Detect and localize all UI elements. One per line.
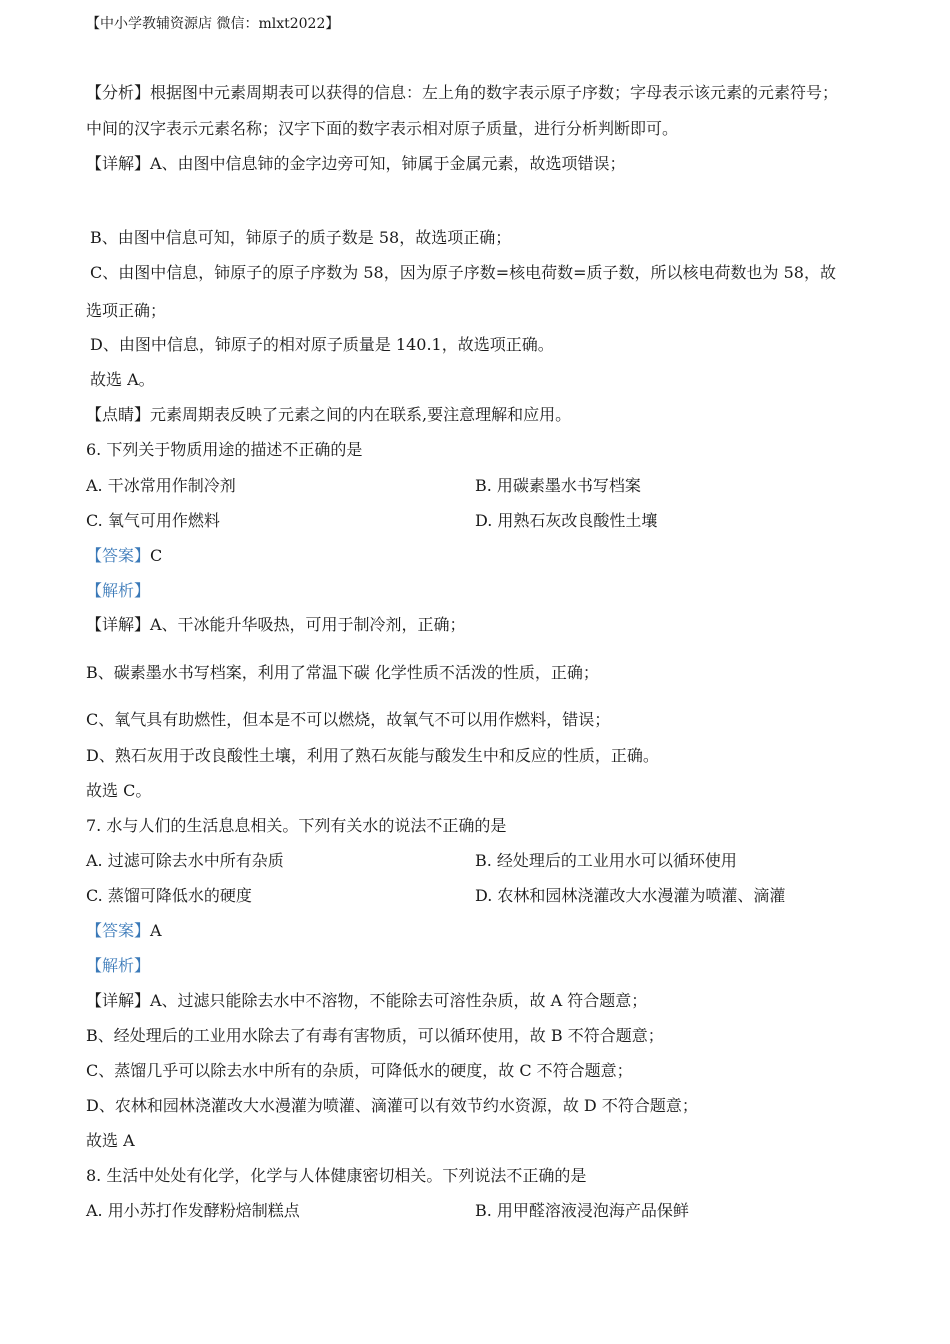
q6-option-b: B. 用碳素墨水书写档案 — [475, 476, 641, 495]
q7-option-c: C. 蒸馏可降低水的硬度 — [86, 886, 252, 905]
q5-analysis-line-1: 【分析】根据图中元素周期表可以获得的信息：左上角的数字表示原子序数；字母表示该元素的元素符号； — [86, 83, 839, 102]
q6-option-c: C. 氧气可用作燃料 — [86, 511, 220, 530]
q6-choose: 故选 C。 — [86, 781, 152, 800]
q5-point: 【点睛】元素周期表反映了元素之间的内在联系,要注意理解和应用。 — [86, 405, 572, 424]
q6-detail-b: B、碳素墨水书写档案，利用了常温下碳 化学性质不活泼的性质，正确； — [86, 663, 599, 682]
q7-answer-value: A — [150, 921, 162, 940]
q6-option-a: A. 干冰常用作制冷剂 — [86, 476, 236, 495]
q5-analysis-line-2: 中间的汉字表示元素名称；汉字下面的数字表示相对原子质量，进行分析判断即可。 — [86, 119, 679, 138]
q7-answer-label: 【答案】 — [86, 921, 151, 940]
q5-detail-a: 【详解】A、由图中信息铈的金字边旁可知，铈属于金属元素，故选项错误； — [86, 154, 626, 173]
q5-choose: 故选 A。 — [90, 370, 155, 389]
q7-stem: 7. 水与人们的生活息息相关。下列有关水的说法不正确的是 — [86, 816, 507, 835]
q6-stem: 6. 下列关于物质用途的描述不正确的是 — [86, 440, 363, 459]
q5-detail-b: B、由图中信息可知，铈原子的质子数是 58，故选项正确； — [90, 228, 512, 247]
q7-option-b: B. 经处理后的工业用水可以循环使用 — [475, 851, 737, 870]
page-header: 【中小学教辅资源店 微信：mlxt2022】 — [86, 16, 340, 32]
q7-answer — [86, 921, 162, 941]
q5-detail-d: D、由图中信息，铈原子的相对原子质量是 140.1，故选项正确。 — [90, 335, 554, 354]
q8-option-a: A. 用小苏打作发酵粉焙制糕点 — [86, 1201, 300, 1220]
q7-analysis-label: 【解析】 — [86, 956, 151, 975]
q6-detail-c: C、氧气具有助燃性，但本是不可以燃烧，故氧气不可以用作燃料，错误； — [86, 710, 611, 729]
q7-detail-a: 【详解】A、过滤只能除去水中不溶物，不能除去可溶性杂质，故 A 符合题意； — [86, 991, 648, 1010]
q6-answer-value: C — [150, 546, 163, 565]
q6-analysis-label: 【解析】 — [86, 581, 151, 600]
q5-detail-c-line-2: 选项正确； — [86, 301, 167, 320]
q7-detail-c: C、蒸馏几乎可以除去水中所有的杂质，可降低水的硬度，故 C 不符合题意； — [86, 1061, 633, 1080]
q5-detail-c-line-1: C、由图中信息，铈原子的原子序数为 58，因为原子序数=核电荷数=质子数，所以核电荷数也为 58，故 — [90, 263, 836, 282]
q8-stem: 8. 生活中处处有化学，化学与人体健康密切相关。下列说法不正确的是 — [86, 1166, 587, 1185]
q7-option-a: A. 过滤可除去水中所有杂质 — [86, 851, 284, 870]
q6-detail-d: D、熟石灰用于改良酸性土壤，利用了熟石灰能与酸发生中和反应的性质，正确。 — [86, 746, 659, 765]
q7-choose: 故选 A — [86, 1131, 135, 1150]
q8-option-b: B. 用甲醛溶液浸泡海产品保鲜 — [475, 1201, 689, 1220]
q7-detail-b: B、经处理后的工业用水除去了有毒有害物质，可以循环使用，故 B 不符合题意； — [86, 1026, 664, 1045]
q6-answer-label: 【答案】 — [86, 546, 151, 565]
q6-option-d: D. 用熟石灰改良酸性土壤 — [475, 511, 658, 530]
q6-answer — [86, 546, 162, 566]
q7-detail-d: D、农林和园林浇灌改大水漫灌为喷灌、滴灌可以有效节约水资源，故 D 不符合题意； — [86, 1096, 698, 1115]
q7-option-d: D. 农林和园林浇灌改大水漫灌为喷灌、滴灌 — [475, 886, 786, 905]
q6-detail-a: 【详解】A、干冰能升华吸热，可用于制冷剂，正确； — [86, 615, 466, 634]
